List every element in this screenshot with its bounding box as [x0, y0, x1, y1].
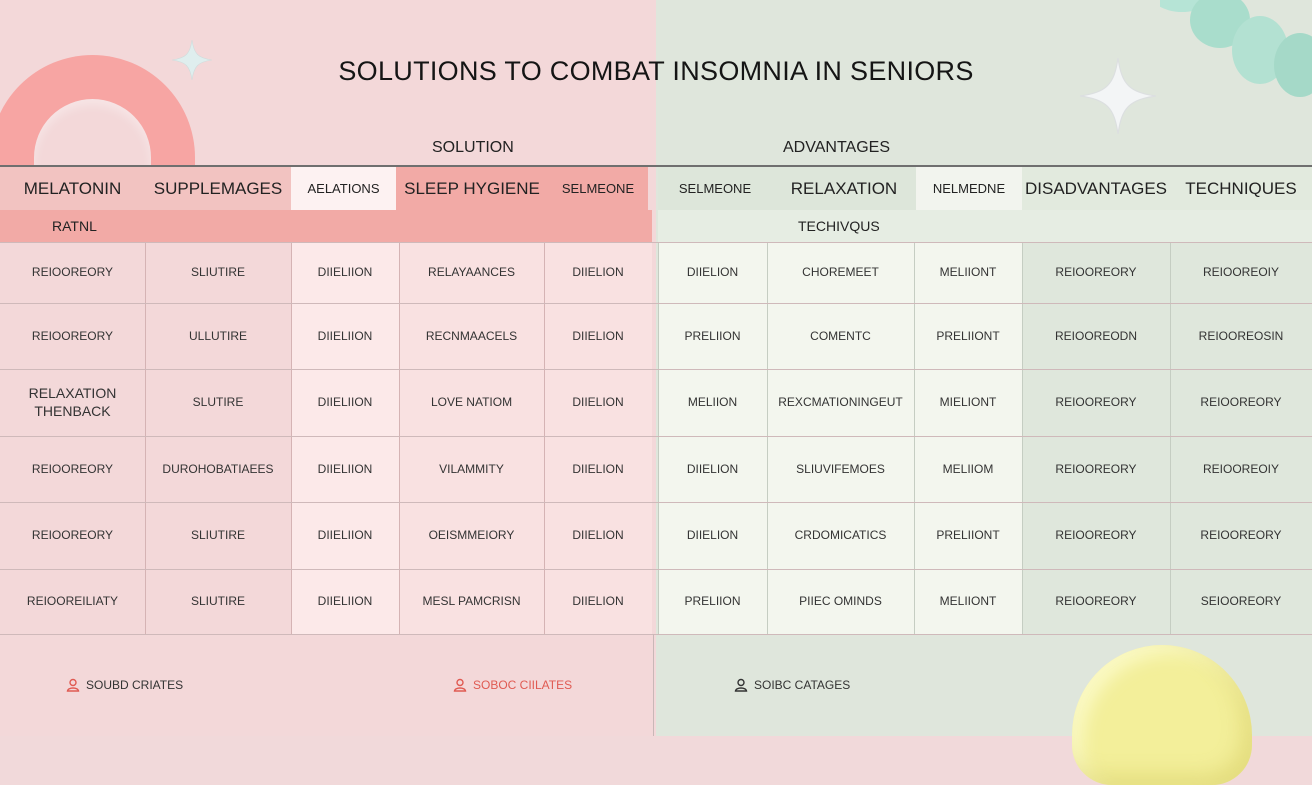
footer-divider	[653, 634, 654, 736]
table-cell: MESL PAMCRISN	[422, 594, 521, 608]
table-cell: SLIUTIRE	[190, 265, 245, 279]
table-cell: PRELIIONT	[936, 328, 1000, 343]
row-divider	[0, 634, 1312, 635]
table-cell: MELIIONT	[939, 594, 997, 608]
header-cell-selmeone: SELMEONE	[548, 167, 648, 210]
header-cell-sleep-hygiene: SLEEP HYGIENE	[396, 167, 548, 210]
table-cell: CRDOMICATICS	[794, 528, 887, 542]
table-cell: REIOOREORY	[31, 528, 114, 542]
table-cell: MELIION	[687, 395, 738, 409]
table-cell: DIIELIION	[317, 265, 373, 279]
table-cell: DIIELION	[572, 328, 624, 343]
table-cell: DIIELION	[686, 528, 739, 542]
table-cell: DIIELION	[572, 594, 624, 608]
header-cell-disadvantages: DISADVANTAGES	[1022, 167, 1170, 210]
table-cell: LOVE NATIOM	[430, 395, 513, 409]
table-cell: VILAMMITY	[439, 461, 504, 476]
table-cell: REIOOREILIATY	[26, 594, 119, 608]
table-cell: DUROHOBATIAEES	[162, 461, 274, 476]
header-cell-aelations: AELATIONS	[291, 167, 396, 210]
subheader-left-label: RATNL	[52, 218, 97, 234]
footer-item-1[interactable]	[66, 678, 183, 692]
page-title: SOLUTIONS TO COMBAT INSOMNIA IN SENIORS	[338, 56, 974, 86]
table-cell: ULLUTIRE	[188, 328, 247, 343]
table-cell: REIOOREORY	[31, 461, 114, 476]
footer-item-label: SOBOC CIILATES	[473, 678, 573, 692]
table-cell: REIOOREORY	[1055, 528, 1137, 542]
table-cell: SEIOOREORY	[1200, 594, 1282, 608]
table-cell: DIIELION	[572, 395, 624, 409]
table-cell: RELAYAANCES	[428, 265, 515, 279]
footer-item-3[interactable]	[734, 678, 850, 692]
table-cell: MELIIOM	[942, 461, 994, 476]
table-cell: PRELIIONT	[936, 528, 1000, 542]
header-cell-selmeone-2: SELMEONE	[658, 167, 772, 210]
table-cell: DIIELION	[686, 461, 739, 476]
table-cell: REIOOREORY	[31, 328, 114, 343]
table-cell: DIIELION	[686, 265, 739, 279]
table-cell: MIELIONT	[939, 395, 997, 409]
table-cell: REIOOREOSIN	[1198, 328, 1284, 343]
table-cell: REIOOREORY	[1200, 528, 1282, 542]
table-cell: DIIELIION	[317, 395, 373, 409]
table-cell: REIOOREORY	[1055, 461, 1137, 476]
table-cell: OEISMMEIORY	[428, 528, 515, 542]
table-cell: SLIUVIFEMOES	[796, 461, 885, 476]
header-cell-relaxation: RELAXATION	[772, 167, 916, 210]
header-cell-techniques: TECHNIQUES	[1170, 167, 1312, 210]
table-cell: PRELIION	[684, 328, 741, 343]
table-cell: REIOOREORY	[1055, 265, 1137, 279]
person-icon	[66, 678, 80, 692]
table-cell: REIOOREORY	[1055, 594, 1137, 608]
table-cell: CHOREMEET	[802, 265, 879, 279]
table-cell: REIOOREOIY	[1202, 461, 1279, 476]
table-cell: REIOOREORY	[1055, 395, 1137, 409]
table-cell: DIIELION	[572, 265, 624, 279]
table-cell: REXCMATIONINGEUT	[778, 395, 903, 409]
table-cell: RECNMAACELS	[425, 328, 518, 343]
table-cell: PIIEC OMINDS	[799, 594, 882, 608]
section-label-solution: SOLUTION	[432, 139, 514, 156]
header-cell-nelmedne: NELMEDNE	[916, 167, 1022, 210]
footer-item-2[interactable]	[453, 678, 572, 692]
table-cell: MELIIONT	[939, 265, 997, 279]
table-cell: SLIUTIRE	[190, 528, 245, 542]
table-cell: SLIUTIRE	[190, 594, 245, 608]
table-cell: REIOOREODN	[1054, 328, 1137, 343]
person-icon	[734, 678, 748, 692]
header-cell-supplemages: SUPPLEMAGES	[145, 167, 291, 210]
table-cell: RELAXATION THENBACK	[28, 385, 117, 419]
footer-item-label: SOUBD CRIATES	[86, 678, 184, 692]
table-cell: REIOOREORY	[31, 265, 114, 279]
table-cell: COMENTC	[810, 328, 871, 343]
table-cell: PRELIION	[684, 594, 741, 608]
footer-item-label: SOIBC CATAGES	[754, 678, 851, 692]
table-cell: DIIELION	[572, 528, 624, 542]
subheader-right-label: TECHIVQUS	[798, 218, 880, 234]
table-cell: DIIELION	[572, 461, 624, 476]
table-cell: DIIELIION	[317, 461, 373, 476]
table-cell: DIIELIION	[317, 328, 373, 343]
table-cell: DIIELIION	[317, 528, 373, 542]
table-cell: SLUTIRE	[192, 395, 244, 409]
person-icon	[453, 678, 467, 692]
subheader-left	[0, 210, 652, 242]
table-cell: REIOOREORY	[1200, 395, 1282, 409]
header-cell-melatonin: MELATONIN	[0, 167, 145, 210]
table-cell: REIOOREOIY	[1202, 265, 1279, 279]
table-cell: DIIELIION	[317, 594, 373, 608]
subheader-right	[658, 210, 1312, 242]
section-label-advantages: ADVANTAGES	[783, 139, 890, 156]
